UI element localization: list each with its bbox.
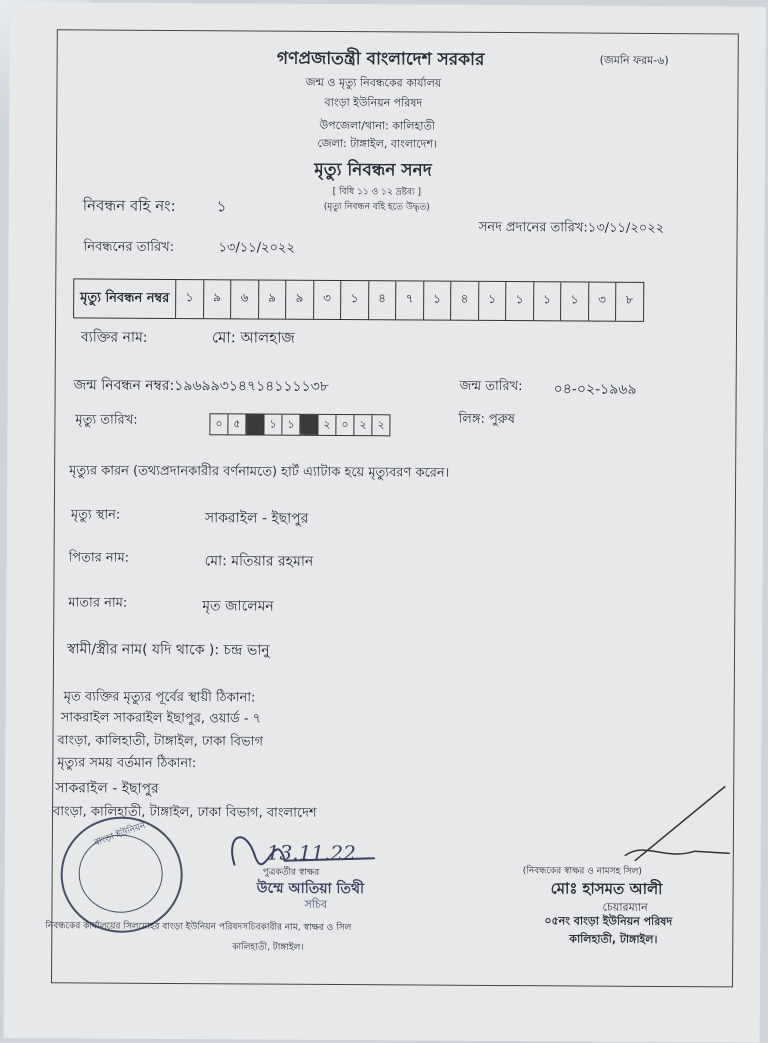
registrar-name: মোঃ হাসমত আলী bbox=[550, 879, 663, 899]
death-reg-digit: ১ bbox=[341, 281, 369, 319]
birth-date-label: জন্ম তারিখ: bbox=[459, 378, 523, 395]
death-reg-digit: ১ bbox=[424, 282, 452, 320]
registrar-area: কালিহাতী, টাঙ্গাইল। bbox=[569, 932, 658, 946]
govt-title: গণপ্রজাতন্ত্রী বাংলাদেশ সরকার bbox=[276, 48, 485, 70]
registrar-role: চেয়ারম্যান bbox=[602, 900, 648, 914]
present-address-line2: বাংড়া, কালিহাতী, টাঙ্গাইল, ঢাকা বিভাগ, বাংলাদেশ bbox=[53, 804, 317, 821]
permanent-address-label: মৃত ব্যক্তির মৃত্যুর পূর্বের স্থায়ী ঠিকানা: bbox=[63, 689, 256, 706]
source-note: (মৃত্যু নিবন্ধন বহি হতে উদ্ধৃত) bbox=[323, 201, 430, 213]
name-value: মো: আলহাজ bbox=[211, 328, 295, 347]
spouse: স্বামী/স্ত্রীর নাম( যদি থাকে ): চন্দ্র ভানু bbox=[66, 641, 270, 659]
office-name: জন্ম ও মৃত্যু নিবন্ধকের কার্যালয় bbox=[305, 75, 442, 90]
death-reg-digit: ৬ bbox=[231, 280, 259, 318]
permanent-address-line1: সাকরাইল সাকরাইল ইছাপুর, ওয়ার্ড - ৭ bbox=[60, 710, 262, 727]
registrar-signature bbox=[565, 780, 736, 871]
death-reg-digit: ১ bbox=[506, 282, 534, 320]
form-number: (জমনি ফরম-৬) bbox=[599, 53, 669, 68]
issue-date: সনদ প্রদানের তারিখ:১৩/১১/২০২২ bbox=[478, 219, 665, 237]
registration-date-label: নিবন্ধনের তারিখ: bbox=[83, 239, 175, 256]
union-seal bbox=[60, 816, 183, 933]
union-seal-inner-ring bbox=[78, 834, 162, 913]
mother-label: মাতার নাম: bbox=[68, 595, 128, 611]
death-reg-digit: ১ bbox=[561, 282, 589, 320]
birth-reg-number: জন্ম নিবন্ধন নম্বর:১৯৬৯৯৩১৪৭১৪১১১১৩৮ bbox=[73, 377, 329, 395]
death-reg-digit: ৪ bbox=[369, 281, 397, 319]
death-date-digit: ১ bbox=[282, 415, 300, 435]
death-date-label: মৃত্যু তারিখ: bbox=[75, 412, 138, 428]
permanent-address-line2: বাংড়া, কালিহাতী, টাঙ্গাইল, ঢাকা বিভাগ bbox=[57, 733, 264, 750]
union-name: বাংড়া ইউনিয়ন পরিষদ bbox=[324, 95, 423, 110]
death-reg-digit: ৯ bbox=[259, 281, 287, 319]
birth-date-value: ০৪-০২-১৯৬৯ bbox=[553, 381, 637, 398]
death-date-digit: ১ bbox=[264, 415, 282, 435]
register-book-label: নিবন্ধন বহি নং: bbox=[82, 196, 176, 216]
death-reg-digit: ৩ bbox=[589, 283, 617, 321]
present-address-label: মৃত্যুর সময় বর্তমান ঠিকানা: bbox=[57, 755, 197, 772]
name-label: ব্যক্তির নাম: bbox=[80, 329, 148, 346]
union-seal-text: বাংড়া ইউনিয়ন bbox=[92, 820, 147, 849]
verifier-role: সচিব bbox=[304, 897, 328, 911]
verifier-label: পুত্রকর্তীর স্বাক্ষর bbox=[262, 867, 320, 878]
death-reg-digit: ৭ bbox=[396, 281, 424, 319]
death-reg-digit: ৯ bbox=[204, 280, 232, 318]
footer-line1: নিবন্ধকের কার্যালয়ের সিলমোহর বাংড়া ইউনিয়ন পরিষদসচিবকারীর নাম, স্বাক্ষর ও সিল bbox=[45, 921, 352, 934]
verifier-sign-date: 13.11.22 bbox=[266, 840, 356, 866]
death-reg-digit: ১ bbox=[176, 280, 204, 318]
death-date-grid bbox=[209, 413, 390, 436]
footer-line2: কালিহাতী, টাঙ্গাইল। bbox=[232, 942, 304, 953]
certificate-title: মৃত্যু নিবন্ধন সনদ bbox=[314, 159, 432, 181]
death-reg-digit: ৩ bbox=[314, 281, 342, 319]
father-value: মো: মতিয়ার রহমান bbox=[204, 553, 314, 570]
registrar-union: ০৫নং বাংড়া ইউনিয়ন পরিষদ bbox=[544, 914, 673, 929]
gender: লিঙ্গ: পুরুষ bbox=[458, 411, 516, 428]
father-label: পিতার নাম: bbox=[68, 550, 130, 566]
death-place-label: মৃত্যু স্থান: bbox=[70, 507, 121, 523]
register-book-value: ১ bbox=[216, 197, 227, 216]
death-date-digit: ২ bbox=[377, 417, 385, 431]
death-reg-digit: ৪ bbox=[451, 282, 479, 320]
death-reg-digit: ৯ bbox=[286, 281, 314, 319]
upazila: উপজেলা/থানা: কালিহাতী bbox=[319, 118, 435, 133]
death-date-digit: ২ bbox=[318, 415, 336, 435]
death-reg-digit: ১ bbox=[534, 282, 562, 320]
death-reg-digit: ১ bbox=[479, 282, 507, 320]
death-date-digit: ০ bbox=[210, 414, 228, 434]
registration-date-value: ১৩/১১/২০২২ bbox=[218, 240, 295, 256]
death-reg-number-label: মৃত্যু নিবন্ধন নম্বর bbox=[74, 279, 176, 318]
death-date-separator bbox=[300, 415, 318, 435]
verifier-name: উম্মে আতিয়া তিথী bbox=[256, 880, 365, 898]
certificate-sheet bbox=[4, 2, 766, 1043]
death-date-digit: ০ bbox=[336, 415, 354, 435]
rule-reference: [ বিধি ১১ ও ১২ দ্রষ্টব্য ] bbox=[332, 186, 422, 198]
cause-of-death: মৃত্যুর কারন (তথ্যপ্রদানকারীর বর্ণনামতে) হার্ট এ্যাটাক হয়ে মৃত্যুবরণ করেন। bbox=[69, 463, 450, 481]
death-place-value: সাকরাইল - ইছাপুর bbox=[204, 510, 309, 527]
district: জেলা: টাঙ্গাইল, বাংলাদেশ। bbox=[317, 136, 437, 151]
death-date-digit: ৫ bbox=[228, 414, 246, 434]
mother-value: মৃত জালেমন bbox=[202, 598, 274, 615]
death-date-digit: ২ bbox=[354, 415, 372, 435]
death-reg-number-grid bbox=[73, 278, 644, 321]
death-reg-digit: ৮ bbox=[625, 292, 634, 307]
present-address-line1: সাকরাইল - ইছাপুর bbox=[55, 780, 159, 797]
death-date-separator bbox=[246, 414, 264, 434]
registrar-label: (নিবন্ধকের স্বাক্ষর ও নামসহ সিল) bbox=[522, 866, 642, 877]
